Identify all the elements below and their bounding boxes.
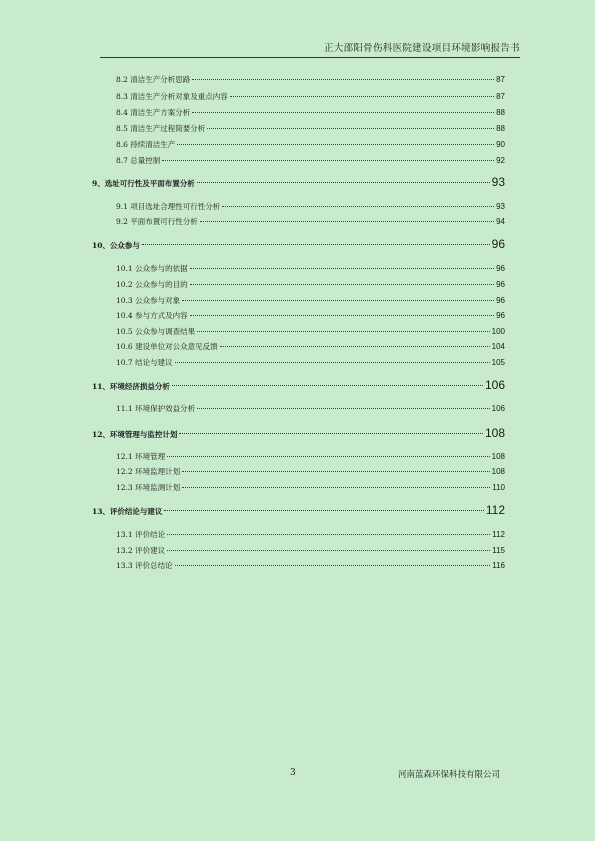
toc-entry[interactable] [116,310,505,321]
toc-entry-label: 8.3 清洁生产分析对象及重点内容 [116,92,228,101]
toc-chapter[interactable] [92,426,505,440]
page-header-title: 正大邵阳骨伤科医院建设项目环境影响报告书 [100,40,520,58]
toc-entry[interactable] [116,155,505,166]
toc-entry[interactable] [116,123,505,134]
footer-company: 河南蓝森环保科技有限公司 [398,770,501,780]
toc-entry-label: 12.2 环境监理计划 [116,467,181,476]
toc-entry-page: 88 [496,124,505,133]
toc-leader-dots [182,486,490,488]
toc-entry-page: 105 [491,358,505,367]
toc-entry-label: 13.3 评价总结论 [116,561,173,570]
toc-entry-page: 108 [491,467,505,476]
toc-leader-dots [167,533,490,535]
toc-entry-label: 13.1 评价结论 [116,530,166,539]
toc-entry-label: 12.3 环境监测计划 [116,483,181,492]
toc-entry-page: 87 [496,75,505,84]
toc-chapter-label: 12、环境管理与监控计划 [92,430,178,439]
toc-entry-label: 10.5 公众参与调查结果 [116,327,196,336]
toc-leader-dots [197,330,490,332]
page-number: 3 [290,768,296,778]
toc-chapter-label: 9、选址可行性及平面布置分析 [92,179,195,188]
toc-entry[interactable] [116,139,505,150]
toc-entry-page: 96 [496,296,505,305]
toc-chapter-page: 108 [484,426,505,440]
toc-leader-dots [230,95,494,97]
toc-leader-dots [190,267,495,269]
toc-entry[interactable] [116,403,505,414]
toc-entry-label: 8.4 清洁生产方案分析 [116,108,191,117]
toc-entry[interactable] [116,295,505,306]
toc-chapter-label: 10、公众参与 [92,241,140,250]
toc-entry-page: 116 [492,561,505,570]
toc-leader-dots [220,345,490,347]
toc-entry[interactable] [116,216,505,227]
toc-entry-page: 112 [492,530,505,539]
toc-chapter[interactable] [92,175,505,189]
toc-entry-page: 90 [496,140,505,149]
toc-entry[interactable] [116,91,505,102]
toc-entry-label: 10.6 建设单位对公众意见反馈 [116,342,218,351]
toc-entry[interactable] [116,326,505,337]
toc-entry-page: 115 [492,546,505,555]
toc-leader-dots [164,509,483,511]
toc-entry-page: 110 [492,483,505,492]
toc-leader-dots [177,143,494,145]
toc-leader-dots [197,181,490,183]
toc-leader-dots [175,361,490,363]
toc-entry[interactable] [116,529,505,540]
toc-entry-page: 106 [491,404,505,413]
toc-entry-page: 108 [491,452,505,461]
toc-entry[interactable] [116,201,505,212]
toc-chapter[interactable] [92,503,505,517]
toc-entry-page: 88 [496,108,505,117]
toc-entry[interactable] [116,451,505,462]
toc-entry-label: 12.1 环境管理 [116,452,166,461]
toc-entry-label: 10.3 公众参与对象 [116,296,181,305]
toc-entry-label: 10.2 公众参与的目的 [116,280,188,289]
toc-chapter-page: 112 [485,503,505,517]
toc-entry[interactable] [116,341,505,352]
toc-leader-dots [192,78,494,80]
toc-entry-label: 10.4 参与方式及内容 [116,311,188,320]
toc-entry-label: 8.7 总量控制 [116,156,161,165]
toc-entry[interactable] [116,466,505,477]
toc-leader-dots [179,432,483,434]
toc-entry-label: 11.1 环境保护效益分析 [116,404,196,413]
toc-entry[interactable] [116,74,505,85]
toc-leader-dots [162,159,494,161]
toc-entry[interactable] [116,279,505,290]
toc-leader-dots [197,407,490,409]
toc-entry-label: 8.5 清洁生产过程简要分析 [116,124,206,133]
toc-entry-page: 94 [496,217,505,226]
toc-chapter-page: 93 [491,175,505,189]
toc-chapter-page: 96 [491,237,505,251]
toc-chapter-label: 13、评价结论与建议 [92,507,163,516]
toc-entry-label: 10.7 结论与建议 [116,358,173,367]
toc-entry-page: 96 [496,264,505,273]
toc-leader-dots [172,384,483,386]
toc-leader-dots [190,283,495,285]
toc-entry-page: 92 [496,156,505,165]
toc-entry-page: 96 [496,311,505,320]
toc-entry-page: 104 [491,342,505,351]
toc-entry-label: 10.1 公众参与的依据 [116,264,188,273]
toc-entry-label: 9.2 平面布置可行性分析 [116,217,198,226]
toc-chapter[interactable] [92,378,505,392]
toc-entry[interactable] [116,482,505,493]
toc-entry-label: 9.1 项目选址合理性可行性分析 [116,202,221,211]
toc-entry[interactable] [116,357,505,368]
toc-entry-label: 8.6 持续清洁生产 [116,140,176,149]
toc-leader-dots [167,549,490,551]
toc-entry[interactable] [116,263,505,274]
toc-chapter[interactable] [92,237,505,251]
toc-chapter-label: 11、环境经济损益分析 [92,382,170,391]
toc-entry[interactable] [116,560,505,571]
toc-leader-dots [167,455,490,457]
toc-leader-dots [207,127,494,129]
toc-entry[interactable] [116,545,505,556]
toc-entry[interactable] [116,107,505,118]
toc-entry-page: 100 [491,327,505,336]
toc-entry-label: 8.2 清洁生产分析思路 [116,75,191,84]
toc-leader-dots [192,111,494,113]
toc-entry-page: 93 [496,202,505,211]
toc-entry-page: 96 [496,280,505,289]
toc-leader-dots [182,299,494,301]
toc-leader-dots [222,205,494,207]
toc-entry-page: 87 [496,92,505,101]
toc-leader-dots [175,564,491,566]
toc-chapter-page: 106 [484,378,505,392]
toc-leader-dots [182,470,490,472]
toc-leader-dots [190,314,495,316]
toc-entry-label: 13.2 评价建议 [116,546,166,555]
toc-leader-dots [200,220,494,222]
toc-leader-dots [142,243,490,245]
